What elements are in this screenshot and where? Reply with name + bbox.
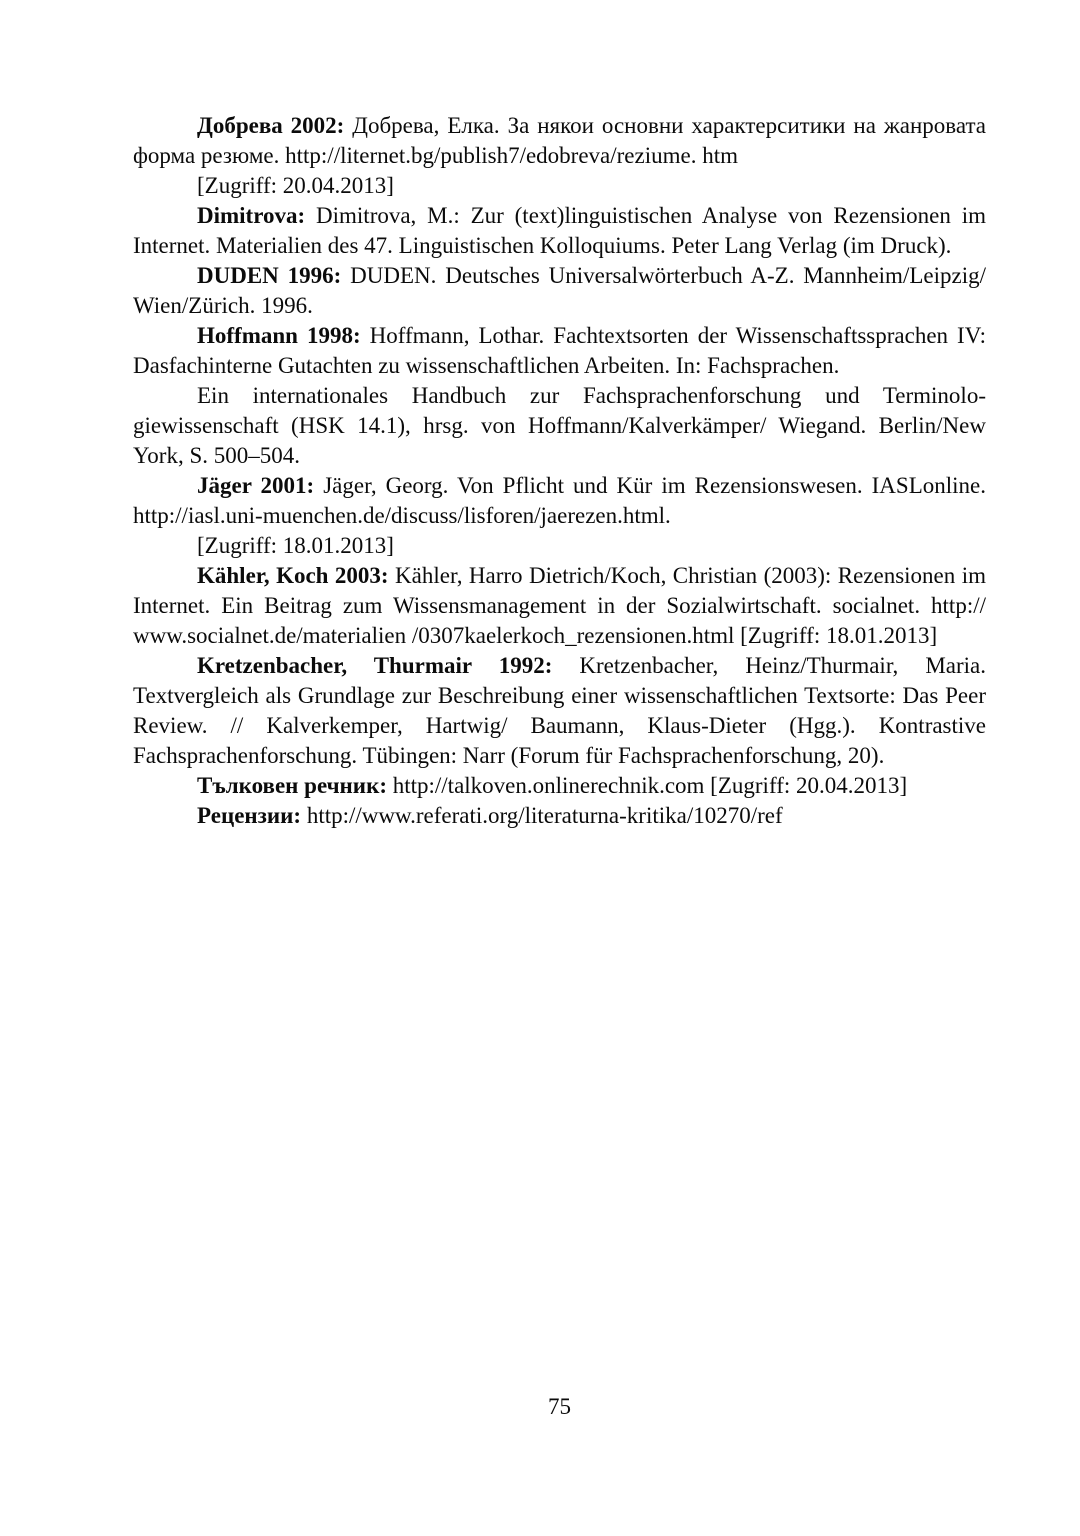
reference-entry-talkoven [133,771,986,801]
reference-text: http://talkoven.onlinerechnik.com [Zugriff: 20.04.2013] [386,773,908,798]
reference-entry-hoffmann-continuation [133,381,986,471]
reference-text: Dimitrova, M.: Zur (text)linguistischen Analyse von Rezensionen im Internet. Materialien des 47. Linguistischen Kolloquiums. Peter Lang Verlag (im Druck). [133,203,986,258]
reference-entry-zugriff-2 [133,531,986,561]
reference-label: Dimitrova: [197,203,306,228]
reference-entry-recenzii [133,801,986,831]
reference-entry-zugriff-1 [133,171,986,201]
reference-text: [Zugriff: 18.01.2013] [197,533,394,558]
reference-text: Hoffmann, Lothar. Fachtextsorten der Wissenschaftssprachen IV: Dasfachinterne Gutachten zu wissenschaftlichen Arbeiten. In: Fachsprachen. [133,323,986,378]
reference-text: Kretzenbacher, Heinz/Thurmair, Maria. Textvergleich als Grundlage zur Beschreibung einer wissenschaftlichen Textsorte: Das Peer Review. // Kalverkemper, Hartwig/ Baumann, Klaus-Dieter (Hgg.). Kontrastive Fachsprachenforschung. Tübingen: Narr (Forum für Fachsprachenforschung, 20). [133,653,986,768]
reference-entry-jaeger [133,471,986,531]
reference-entry-duden [133,261,986,321]
reference-entry-kaehler-koch [133,561,986,651]
reference-text: Jäger, Georg. Von Pflicht und Kür im Rezensionswesen. IASLonline. http://iasl.uni-muenchen.de/discuss/lisforen/jaerezen.html. [133,473,986,528]
reference-entry-dimitrova [133,201,986,261]
reference-text: DUDEN. Deutsches Universalwörterbuch A-Z. Mannheim/Leipzig/ Wien/Zürich. 1996. [133,263,986,318]
reference-entry-hoffmann [133,321,986,381]
reference-label: Добрева 2002: [197,113,345,138]
reference-text: Ein internationales Handbuch zur Fachsprachenforschung und Terminologiewissenschaft (HSK 14.1), hrsg. von Hoffmann/Kalverkämper/ Wiegand. Berlin/New York, S. 500–504. [133,383,986,468]
reference-label: Рецензии: [197,803,302,828]
page-number: 75 [548,1394,571,1419]
reference-label: Jäger 2001: [197,473,315,498]
reference-label: Kähler, Koch 2003: [197,563,389,588]
reference-entry-kretzenbacher [133,651,986,771]
reference-text: Добрева, Елка. За някои основни характерситики на жанровата форма резюме. http://liternet.bg/publish7/edobreva/reziume. htm [133,113,986,168]
reference-text: http://www.referati.org/literaturna-kritika/10270/ref [301,803,783,828]
reference-label: Kretzenbacher, Thurmair 1992: [197,653,553,678]
reference-text: Kähler, Harro Dietrich/Koch, Christian (2003): Rezensionen im Internet. Ein Beitrag zum Wissensmanagement in der Sozialwirtschaft. socialnet. http:// www.socialnet.de/materialien /0307kaelerkoch_rezensionen.html [Zugriff: 18.01.2013] [133,563,986,648]
references-list [133,111,986,831]
reference-label: DUDEN 1996: [197,263,342,288]
reference-label: Hoffmann 1998: [197,323,361,348]
reference-label: Тълковен речник: [197,773,387,798]
reference-entry-dobreva [133,111,986,171]
reference-text: [Zugriff: 20.04.2013] [197,173,394,198]
